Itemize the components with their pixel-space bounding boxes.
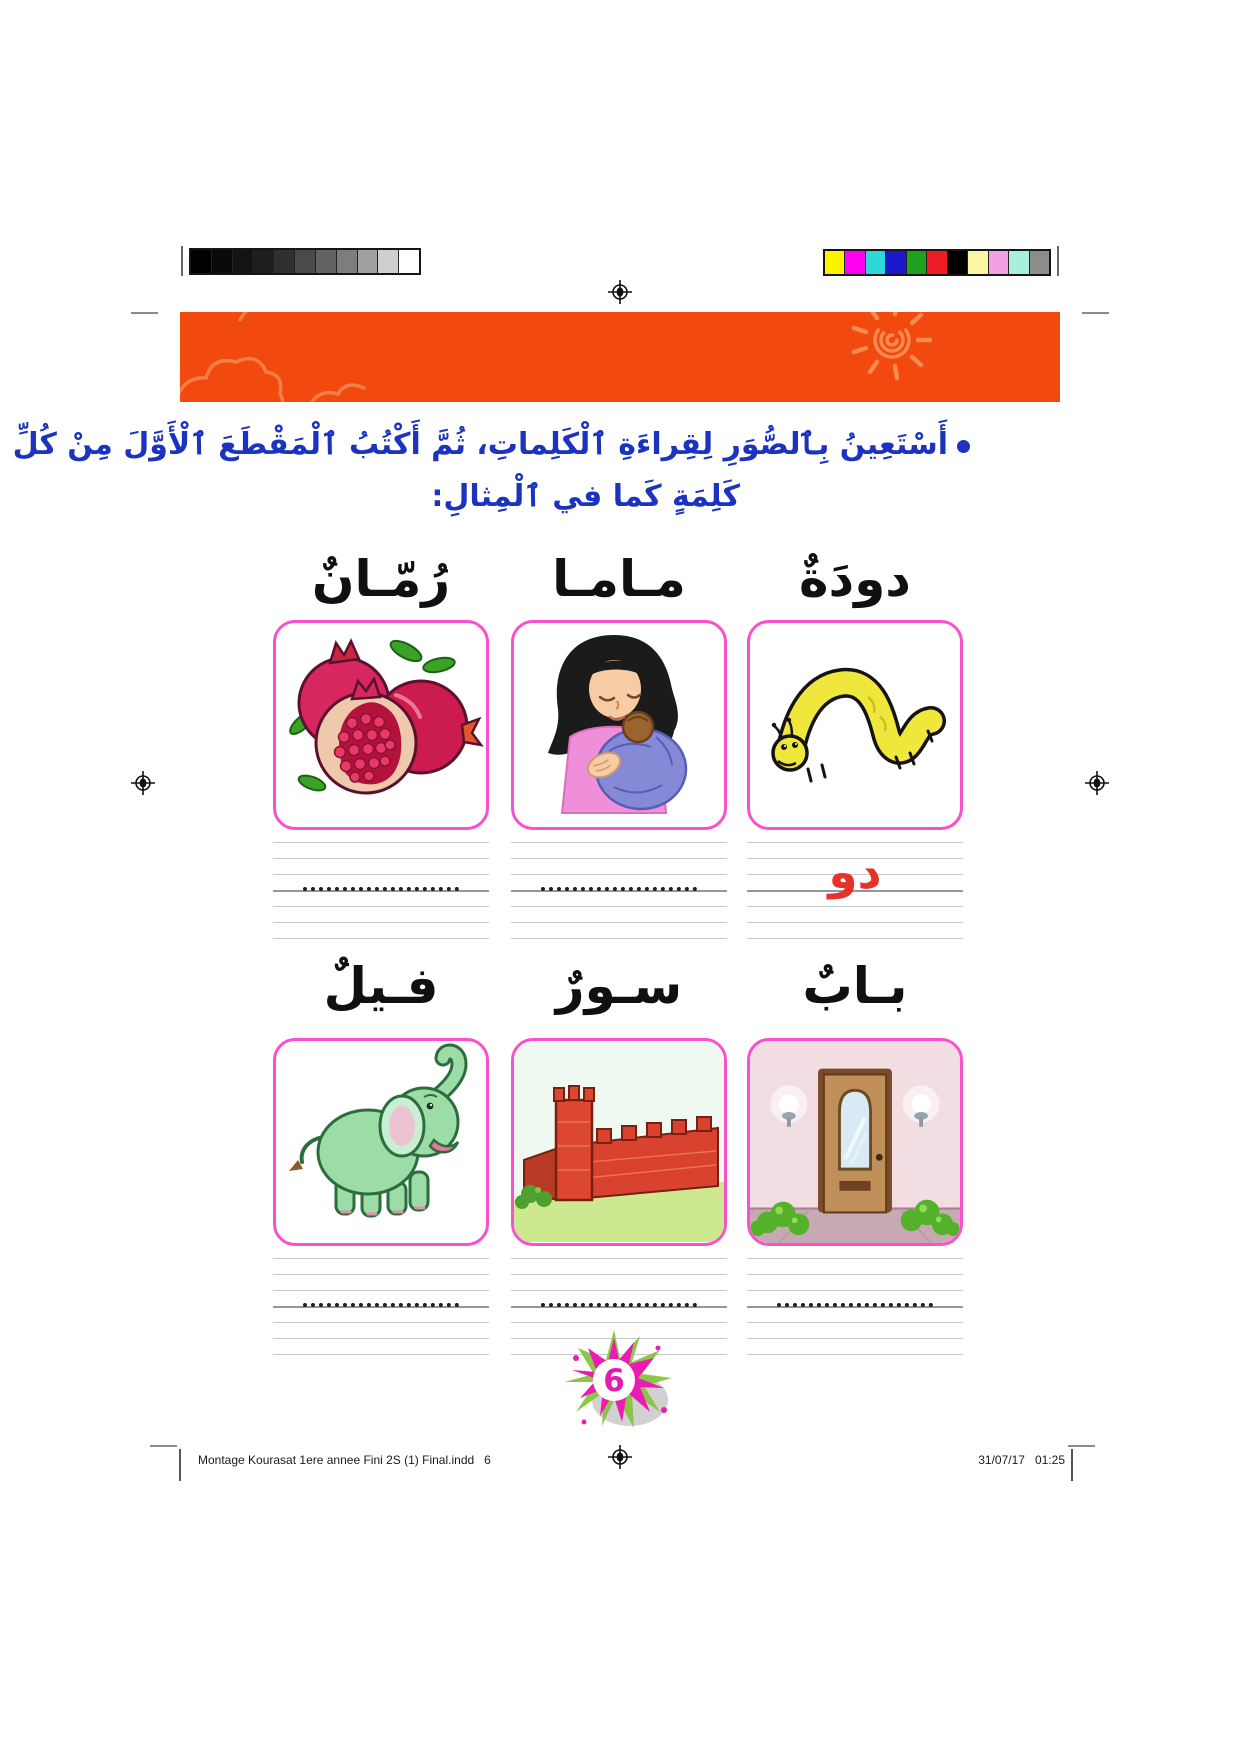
- instruction-line-2: كَلِمَةٍ كَما في ٱلْمِثالِ:: [431, 479, 740, 514]
- calibration-swatch: [274, 250, 295, 273]
- word-label-wall: سـورٌ: [555, 957, 683, 1015]
- grayscale-calibration-bar: [189, 248, 421, 275]
- calibration-swatch: [212, 250, 233, 273]
- trim-tick-bottom-left: [179, 1449, 181, 1481]
- word-label-mother: مـامـا: [552, 550, 686, 608]
- picture-card-mother: [511, 620, 727, 830]
- registration-mark-icon: [1085, 771, 1109, 795]
- page-number: 6: [603, 1363, 625, 1399]
- picture-card-door: [747, 1038, 963, 1246]
- color-calibration-bar: [823, 249, 1051, 276]
- instruction-line-1: أَسْتَعِينُ بِٱلصُّوَرِ لِقِراءَةِ ٱلْكَلِماتِ، ثُمَّ أَكْتُبُ ٱلْمَقْطَعَ ٱلْأَوَّلَ مِنْ كُلِّ: [12, 427, 948, 462]
- footer-filename: Montage Kourasat 1ere annee Fini 2S (1) Final.indd 6: [198, 1453, 491, 1467]
- tracing-dots: [777, 1303, 933, 1307]
- writing-lines-pomegranate: [273, 842, 489, 940]
- page-number-splash: [556, 1330, 686, 1450]
- trim-dash-bottom-right: [1068, 1445, 1095, 1447]
- calibration-swatch: [191, 250, 212, 273]
- trim-dash-left: [131, 312, 158, 314]
- example-answer-text: دو: [828, 845, 882, 900]
- trim-tick-top-right: [1057, 246, 1059, 276]
- elephant-illustration: [276, 1041, 486, 1243]
- wall-illustration: [514, 1041, 724, 1243]
- calibration-swatch: [295, 250, 316, 273]
- word-label-elephant: فـيلٌ: [323, 957, 439, 1015]
- cloud-outline: [308, 385, 364, 402]
- calibration-swatch: [989, 251, 1009, 274]
- word-label-door: بـابٌ: [802, 957, 908, 1015]
- sun-swirl-icon: [854, 312, 930, 378]
- calibration-swatch: [907, 251, 927, 274]
- footer-timestamp: 31/07/17 01:25: [978, 1453, 1065, 1467]
- cloud-outline: [180, 359, 283, 402]
- writing-lines-elephant: [273, 1258, 489, 1356]
- calibration-swatch: [927, 251, 947, 274]
- calibration-swatch: [358, 250, 379, 273]
- calibration-swatch: [948, 251, 968, 274]
- registration-mark-icon: [131, 771, 155, 795]
- mother-and-baby-illustration: [514, 623, 724, 827]
- pomegranates-illustration: [276, 623, 486, 827]
- calibration-swatch: [337, 250, 358, 273]
- picture-card-pomegranate: [273, 620, 489, 830]
- word-label-pomegranate: رُمّـانٌ: [311, 550, 451, 608]
- calibration-swatch: [253, 250, 274, 273]
- calibration-swatch: [1030, 251, 1049, 274]
- calibration-swatch: [233, 250, 254, 273]
- picture-card-worm: [747, 620, 963, 830]
- word-label-worm: دودَةٌ: [799, 550, 911, 608]
- trim-tick-bottom-right: [1071, 1449, 1073, 1481]
- calibration-swatch: [399, 250, 419, 273]
- banner-decoration: [180, 312, 1060, 402]
- calibration-swatch: [866, 251, 886, 274]
- worm-illustration: [750, 623, 960, 827]
- door-illustration: [750, 1041, 960, 1243]
- tracing-dots: [541, 1303, 697, 1307]
- registration-mark-icon: [608, 280, 632, 304]
- writing-lines-worm: [747, 842, 963, 940]
- tracing-dots: [303, 887, 459, 891]
- calibration-swatch: [825, 251, 845, 274]
- calibration-swatch: [845, 251, 865, 274]
- tracing-dots: [541, 887, 697, 891]
- writing-lines-door: [747, 1258, 963, 1356]
- header-banner: [180, 312, 1060, 402]
- calibration-swatch: [968, 251, 988, 274]
- trim-tick-top-left: [181, 246, 183, 276]
- cloud-outline: [240, 312, 302, 320]
- writing-lines-mother: [511, 842, 727, 940]
- picture-card-wall: [511, 1038, 727, 1246]
- instruction-bullet: [957, 440, 970, 453]
- calibration-swatch: [316, 250, 337, 273]
- trim-dash-bottom-left: [150, 1445, 177, 1447]
- tracing-dots: [303, 1303, 459, 1307]
- calibration-swatch: [378, 250, 399, 273]
- calibration-swatch: [1009, 251, 1029, 274]
- calibration-swatch: [886, 251, 906, 274]
- picture-card-elephant: [273, 1038, 489, 1246]
- trim-dash-right: [1082, 312, 1109, 314]
